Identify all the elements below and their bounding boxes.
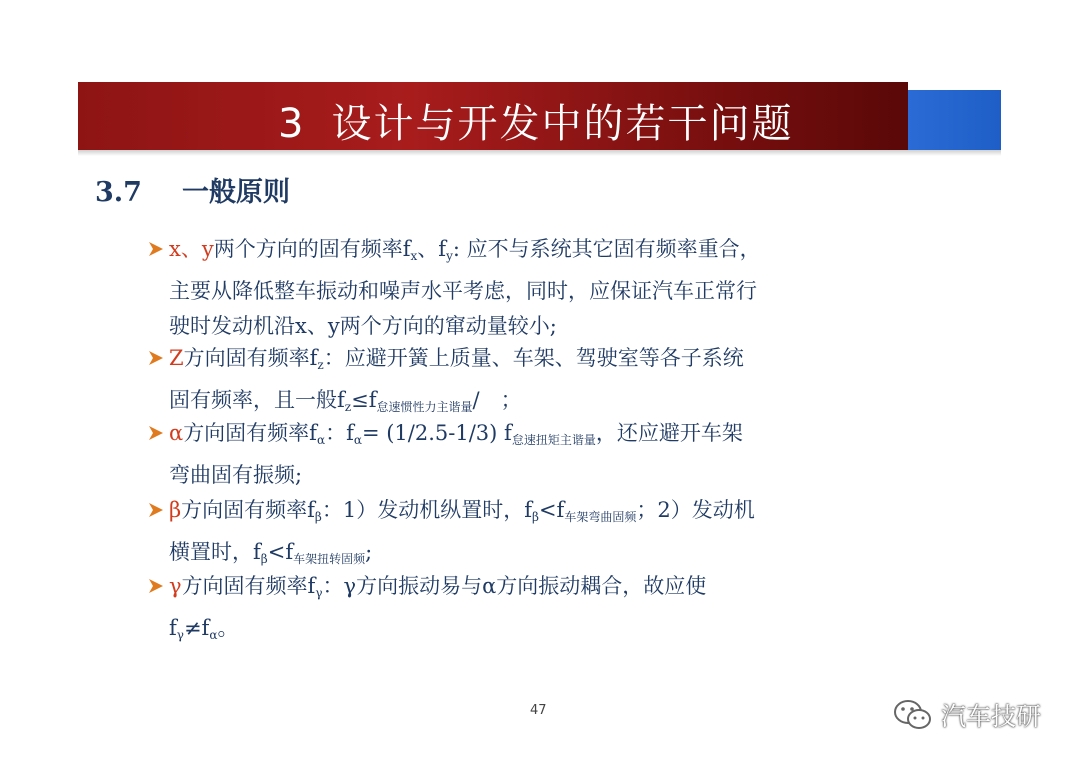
arrow-bullet-icon [148,425,164,441]
bullet-item [148,341,938,425]
slide-title-text: 设计与开发中的若干问题 [331,101,794,147]
bullet-item [148,493,938,577]
title-shadow [78,150,1001,156]
bullet-text: α方向固有频率$f_\alpha$：$f_\alpha= (1/2.5-1/3)$ $f_{怠速扭矩主谐量}$，还应避开车架 弯曲固有振频; [169,421,743,487]
bullet-item [148,232,938,344]
section-heading [95,170,290,209]
bullet-lead: Z [169,346,184,370]
bullet-lead: β [169,498,182,522]
bullet-lead: γ [169,574,182,598]
arrow-bullet-icon [148,578,164,594]
bullet-lead: α [169,421,184,445]
slide-title-number: 3 [278,101,306,147]
bullet-text: Z方向固有频率$f_z$：应避开簧上质量、车架、驾驶室等各子系统 固有频率，且一般$f_z\le f_{怠速惯性力主谐量}/$ ； [169,346,744,414]
bullet-text: β方向固有频率$f_\beta$：1）发动机纵置时，$f_\beta<f_{车架弯曲固频}$；2）发动机 横置时，$f_\beta<f_{车架扭转固频}$; [169,498,755,566]
title-accent-block [908,90,1001,156]
wechat-icon [893,698,933,732]
watermark [893,697,1041,733]
section-number: 3.7 [95,177,142,208]
bullet-text: x、y两个方向的固有频率$f_x$、$f_y$: 应不与系统其它固有频率重合， 主要从降低整车振动和噪声水平考虑，同时，应保证汽车正常行 驶时发动机沿x、y两个方向的窜动量较小; [169,237,761,338]
bullet-text: γ方向固有频率$f_\gamma$：γ方向振动易与α方向振动耦合，故应使 $f_\gamma\ne f_\alpha$。 [169,574,707,642]
page-number: 47 [530,703,547,718]
bullet-item [148,569,938,653]
bullet-item [148,416,938,493]
slide-title [278,92,793,149]
arrow-bullet-icon [148,241,164,257]
arrow-bullet-icon [148,502,164,518]
watermark-text: 汽车技研 [941,702,1042,731]
arrow-bullet-icon [148,350,164,366]
section-title: 一般原则 [181,177,290,208]
bullet-lead: x、y [169,237,214,261]
